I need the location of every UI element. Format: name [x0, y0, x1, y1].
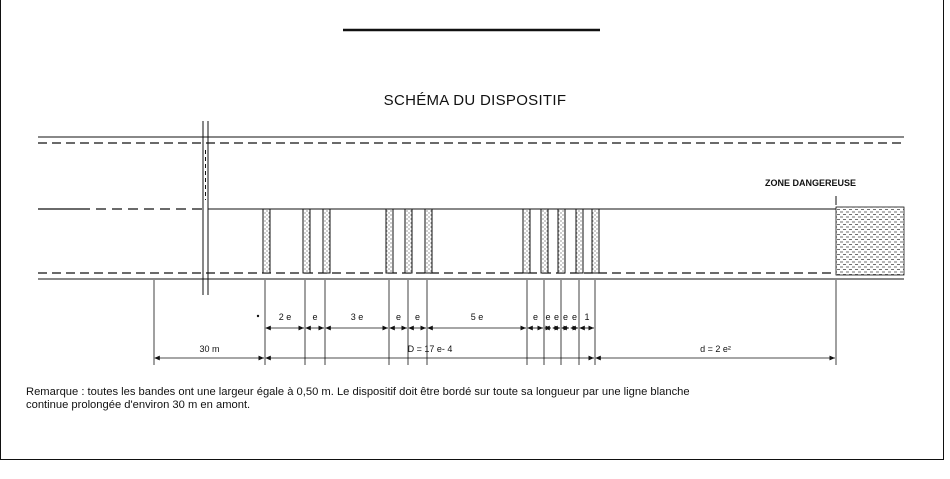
remark-line-1: Remarque : toutes les bandes ont une largeur égale à 0,50 m. Le dispositif doit être bordé sur toute sa longueur par une ligne blanche	[26, 386, 690, 398]
stripe-1	[263, 209, 270, 273]
dimension-witness-lines	[154, 280, 836, 365]
danger-zone-label: ZONE DANGEREUSE	[765, 178, 857, 188]
diagram-title: SCHÉMA DU DISPOSITIF	[383, 92, 567, 109]
device-length-label: D = 17 e- 4	[407, 344, 453, 354]
stripe-3	[323, 209, 330, 273]
spacing-label-2: e	[312, 312, 318, 322]
stripe-6	[425, 209, 432, 273]
dimension-start-dot	[257, 315, 259, 317]
stripe-8	[541, 209, 548, 273]
stripe-9	[558, 209, 565, 273]
spacing-label-1: 2 e	[278, 312, 292, 322]
overall-dimension-row	[155, 344, 835, 358]
spacing-label-12: 1	[584, 312, 590, 322]
rumble-stripes	[263, 209, 599, 273]
spacing-label-3: 3 e	[350, 312, 364, 322]
remark-note	[26, 386, 926, 412]
spacing-label-9: e	[553, 312, 560, 322]
stripe-5	[405, 209, 412, 273]
spacing-label-11: e	[571, 312, 578, 322]
upstream-distance-label: 30 m	[199, 344, 220, 354]
safety-distance-label: d = 2 e²	[700, 344, 731, 354]
spacing-label-4: e	[395, 312, 402, 322]
stripe-7	[523, 209, 530, 273]
stripe-2	[303, 209, 310, 273]
spacing-label-8: e	[545, 312, 551, 322]
stripe-11	[592, 209, 599, 273]
spacing-label-10: e	[562, 312, 569, 322]
spacing-label-5: e	[414, 312, 421, 322]
danger-zone-area	[836, 207, 904, 275]
stripe-10	[576, 209, 583, 273]
remark-line-2: continue prolongée d'environ 30 m en amont.	[26, 399, 251, 411]
stripe-4	[386, 209, 393, 273]
spacing-label-7: e	[532, 312, 539, 322]
spacing-label-6: 5 e	[470, 312, 484, 322]
road-break-marks	[203, 121, 208, 295]
spacing-dimension-row	[266, 312, 594, 328]
